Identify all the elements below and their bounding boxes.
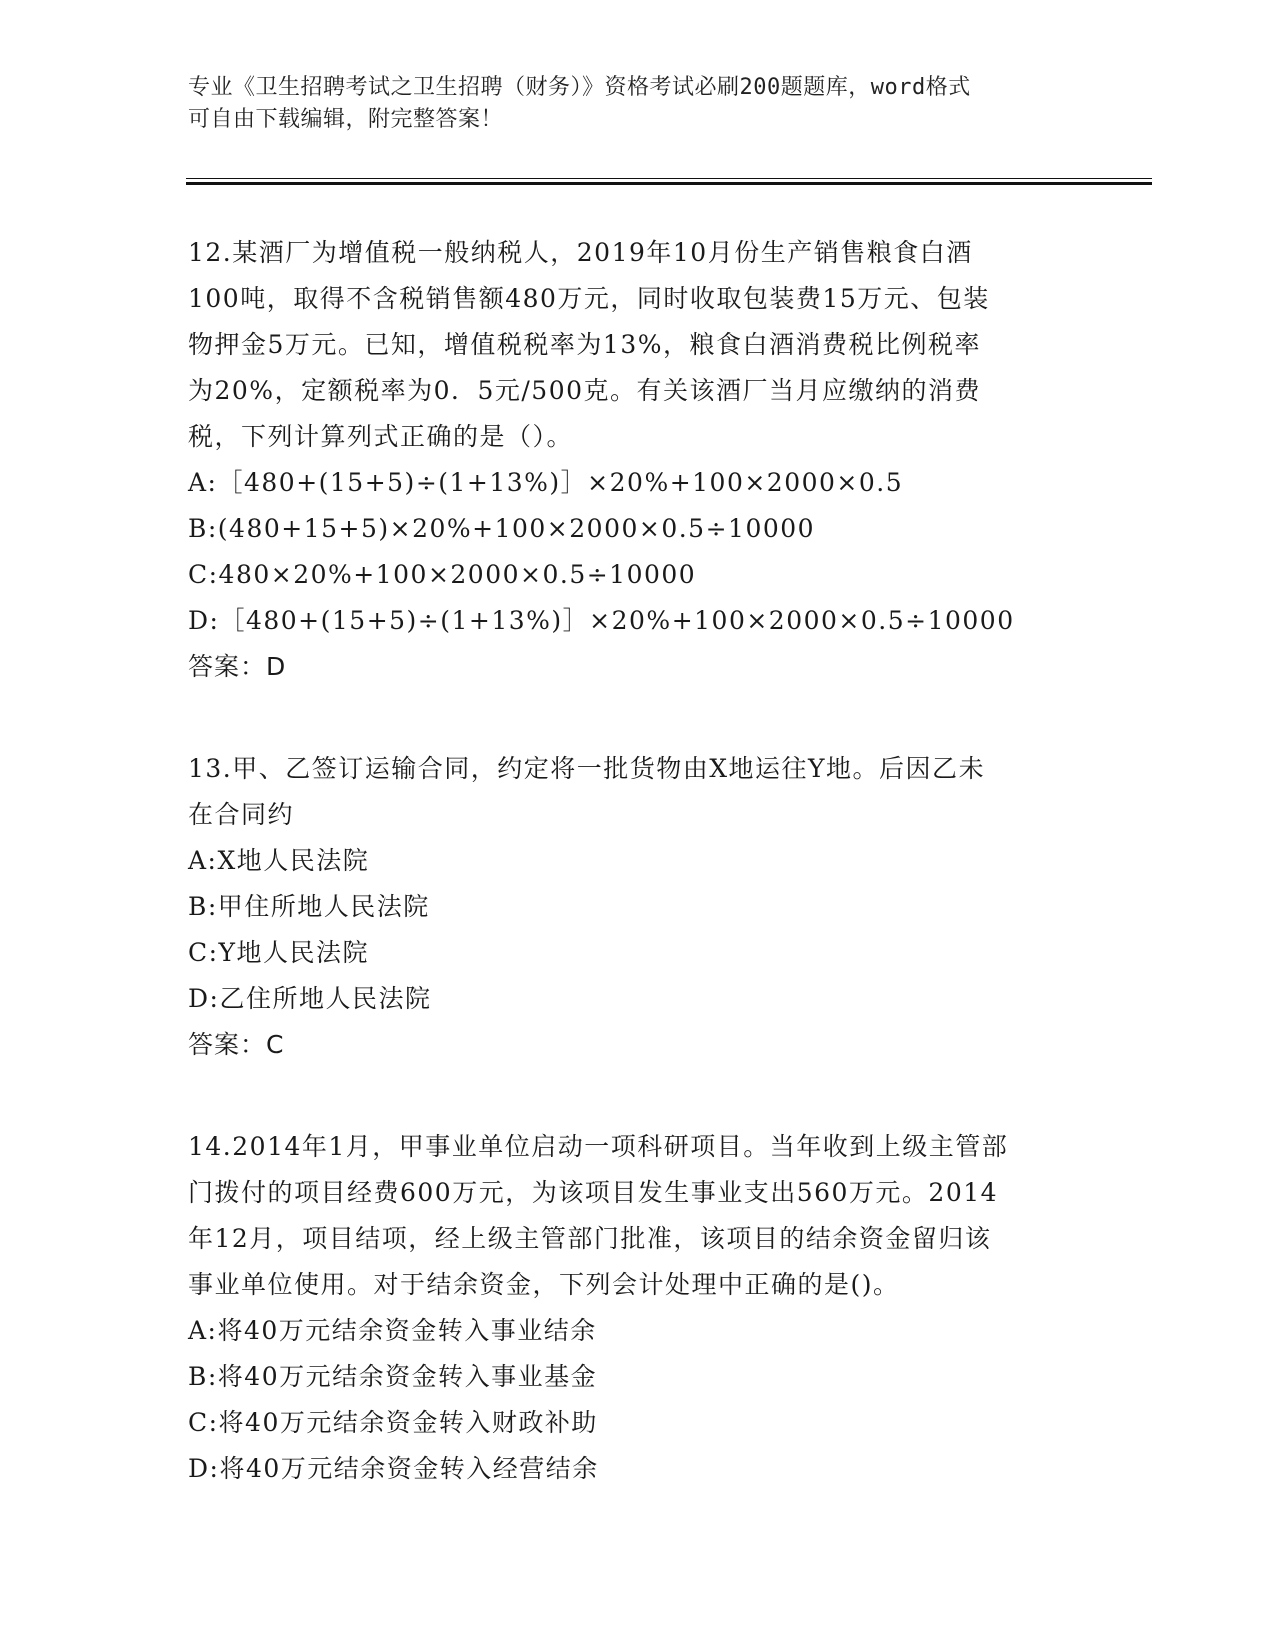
option-a: A:将40万元结余资金转入事业结余	[188, 1316, 597, 1345]
stem-line: 在合同约	[188, 800, 295, 829]
option-c: C:Y地人民法院	[188, 938, 370, 967]
option-b: B:(480+15+5)×20%+100×2000×0.5÷10000	[188, 514, 816, 543]
question-13	[188, 746, 1088, 1068]
stem-line: 14.2014年1月，甲事业单位启动一项科研项目。当年收到上级主管部	[188, 1132, 1009, 1161]
question-12	[188, 230, 1088, 690]
header-line-2: 可自由下载编辑，附完整答案！	[188, 107, 504, 132]
header-divider-thin	[186, 178, 1152, 179]
stem-line: 门拨付的项目经费600万元，为该项目发生事业支出560万元。2014	[188, 1178, 999, 1207]
stem-line: 12.某酒厂为增值税一般纳税人，2019年10月份生产销售粮食白酒	[188, 238, 973, 267]
option-c: C:将40万元结余资金转入财政补助	[188, 1408, 598, 1437]
stem-line: 100吨，取得不含税销售额480万元，同时收取包装费15万元、包装	[188, 284, 990, 313]
question-stem	[188, 746, 1088, 838]
question-stem	[188, 230, 1088, 460]
option-d: D:将40万元结余资金转入经营结余	[188, 1454, 599, 1483]
option-d: D:乙住所地人民法院	[188, 984, 432, 1013]
question-list	[188, 230, 1088, 1548]
header-divider-thick	[186, 182, 1152, 185]
stem-line: 为20%，定额税率为0．5元/500克。有关该酒厂当月应缴纳的消费	[188, 376, 982, 405]
stem-line: 税，下列计算列式正确的是（）。	[188, 422, 574, 451]
header-line-1: 专业《卫生招聘考试之卫生招聘（财务）》资格考试必刷200题题库，word格式	[188, 75, 971, 100]
stem-line: 年12月，项目结项，经上级主管部门批准，该项目的结余资金留归该	[188, 1224, 992, 1253]
option-a: A:X地人民法院	[188, 846, 370, 875]
question-14	[188, 1124, 1088, 1492]
question-stem	[188, 1124, 1088, 1308]
option-d: D:［480+(15+5)÷(1+13%)］×20%+100×2000×0.5÷10000	[188, 606, 1015, 635]
option-b: B:甲住所地人民法院	[188, 892, 430, 921]
stem-line: 13.甲、乙签订运输合同，约定将一批货物由X地运往Y地。后因乙未	[188, 754, 986, 783]
stem-line: 物押金5万元。已知，增值税税率为13%，粮食白酒消费税比例税率	[188, 330, 981, 359]
document-header	[188, 72, 1088, 136]
stem-line: 事业单位使用。对于结余资金，下列会计处理中正确的是()。	[188, 1270, 900, 1299]
option-a: A:［480+(15+5)÷(1+13%)］×20%+100×2000×0.5	[188, 468, 904, 497]
answer-label: 答案：D	[188, 652, 287, 681]
answer-label: 答案：C	[188, 1030, 285, 1059]
option-b: B:将40万元结余资金转入事业基金	[188, 1362, 598, 1391]
option-c: C:480×20%+100×2000×0.5÷10000	[188, 560, 697, 589]
